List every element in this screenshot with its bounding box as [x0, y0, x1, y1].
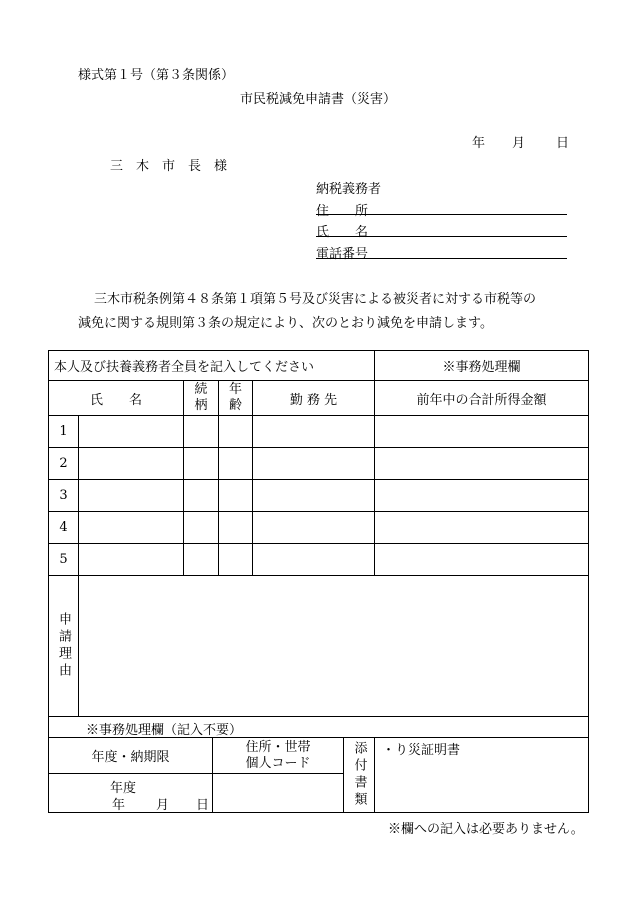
- footer-note: ※欄への記入は必要ありません。: [388, 822, 584, 837]
- name-label: 氏 名: [316, 225, 369, 240]
- row-number-5: 5: [59, 552, 68, 567]
- row-number-2: 2: [59, 456, 68, 471]
- name-field[interactable]: [316, 236, 567, 237]
- taxpayer-heading: 納税義務者: [316, 182, 382, 197]
- phone-label: 電話番号: [316, 247, 369, 262]
- col-relation: 続柄: [194, 382, 208, 413]
- row-number-1: 1: [59, 424, 68, 439]
- fiscal-label: 年度・納期限: [91, 750, 170, 765]
- attach-item: ・り災証明書: [382, 743, 461, 758]
- fy-m: 月: [156, 798, 170, 813]
- code-label: 住所・世帯 個人コード: [245, 739, 311, 771]
- document-title: 市民税減免申請書（災害）: [240, 92, 397, 107]
- col-age: 年齢: [228, 382, 242, 413]
- fy-y: 年: [112, 798, 126, 813]
- reason-label: 申請理由: [56, 612, 71, 680]
- address-label: 住 所: [316, 204, 369, 219]
- office-heading: ※事務処理欄（記入不要）: [86, 723, 243, 738]
- date-month: 月: [512, 136, 526, 151]
- date-day: 日: [556, 136, 570, 151]
- form-number: 様式第１号（第３条関係）: [78, 68, 235, 83]
- reason-field[interactable]: [79, 576, 588, 716]
- col-name: 氏 名: [89, 392, 142, 408]
- fy-year: 年度: [110, 781, 137, 796]
- address-field[interactable]: [316, 214, 567, 215]
- date-year: 年: [472, 136, 486, 151]
- row-number-4: 4: [59, 520, 68, 535]
- phone-field[interactable]: [316, 258, 567, 259]
- intro-line-2: 減免に関する規則第３条の規定により、次のとおり減免を申請します。: [78, 316, 493, 331]
- col-income: 前年中の合計所得金額: [416, 392, 547, 408]
- office-use-header: ※事務処理欄: [442, 360, 521, 375]
- col-workplace: 勤 務 先: [289, 392, 338, 408]
- intro-line-1: 三木市税条例第４８条第１項第５号及び災害による被災者に対する市税等の: [94, 292, 537, 307]
- attach-label: 添付書類: [351, 741, 367, 809]
- row-number-3: 3: [59, 488, 68, 503]
- instruction-cell: 本人及び扶養義務者全員を記入してください: [54, 360, 315, 375]
- fy-d: 日: [196, 798, 210, 813]
- addressee: 三 木 市 長 様: [110, 159, 228, 174]
